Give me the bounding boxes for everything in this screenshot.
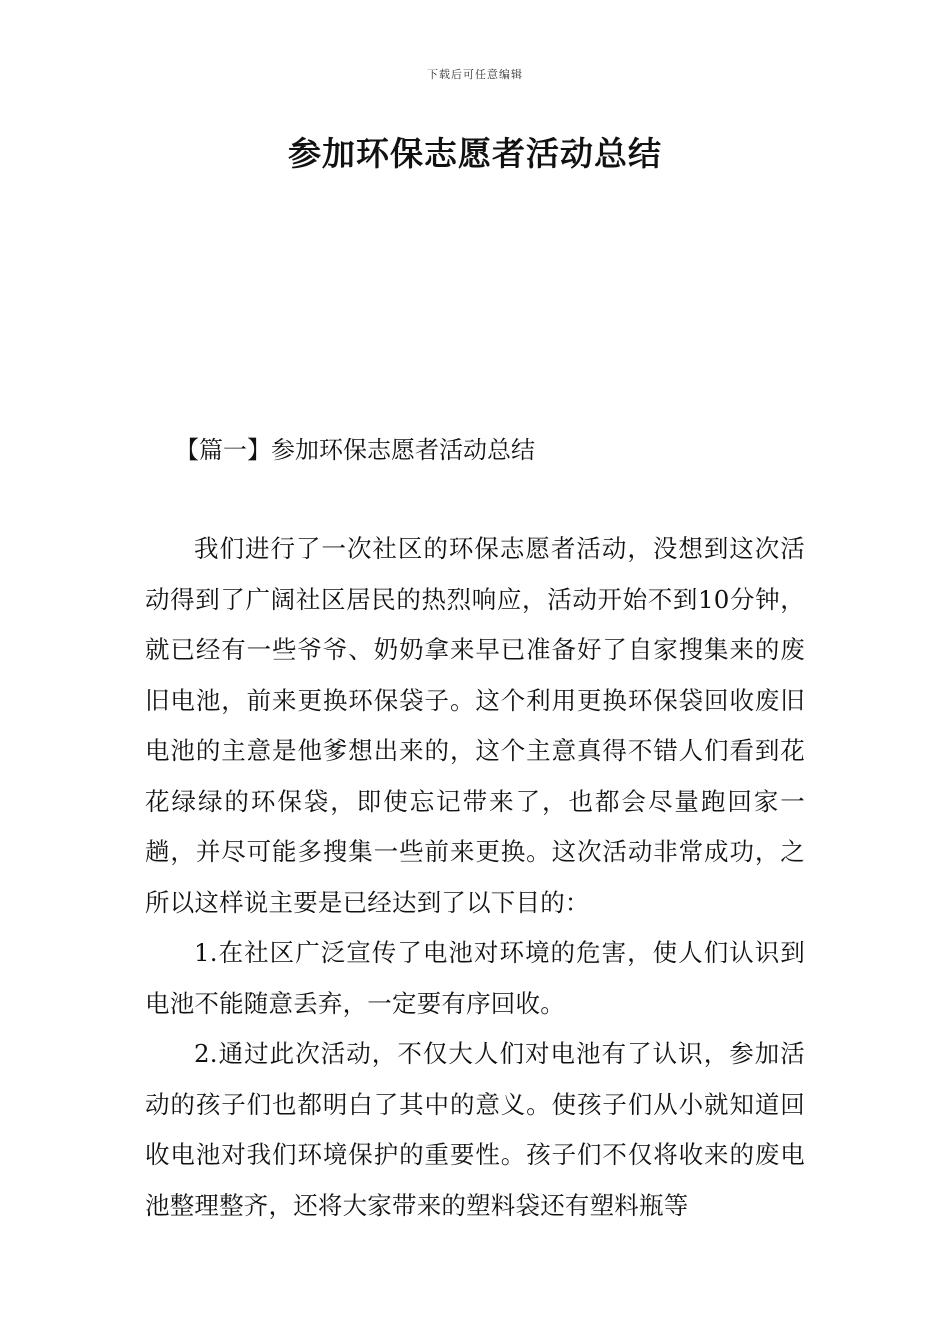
page-header-note: 下载后可任意编辑 <box>427 68 523 81</box>
document-body <box>145 524 805 1231</box>
body-paragraph-point-1: 1.在社区广泛宣传了电池对环境的危害，使人们认识到电池不能随意丢弃，一定要有序回收。 <box>145 938 805 1018</box>
body-paragraph-point-2: 2.通过此次活动，不仅大人们对电池有了认识，参加活动的孩子们也都明白了其中的意义。使孩子们从小就知道回收电池对我们环境保护的重要性。孩子们不仅将收来的废电池整理整齐，还将大家带来的塑料袋还有塑料瓶等 <box>145 1039 805 1220</box>
document-title: 参加环保志愿者活动总结 <box>288 134 662 173</box>
body-paragraph-intro: 我们进行了一次社区的环保志愿者活动，没想到这次活动得到了广阔社区居民的热烈响应，活动开始不到10分钟，就已经有一些爷爷、奶奶拿来早已准备好了自家搜集来的废旧电池，前来更换环保袋子。这个利用更换环保袋回收废旧电池的主意是他爹想出来的，这个主意真得不错人们看到花花绿绿的环保袋，即使忘记带来了，也都会尽量跑回家一趟，并尽可能多搜集一些前来更换。这次活动非常成功，之所以这样说主要是已经达到了以下目的： <box>145 534 805 917</box>
section-heading: 【篇一】参加环保志愿者活动总结 <box>175 436 535 464</box>
